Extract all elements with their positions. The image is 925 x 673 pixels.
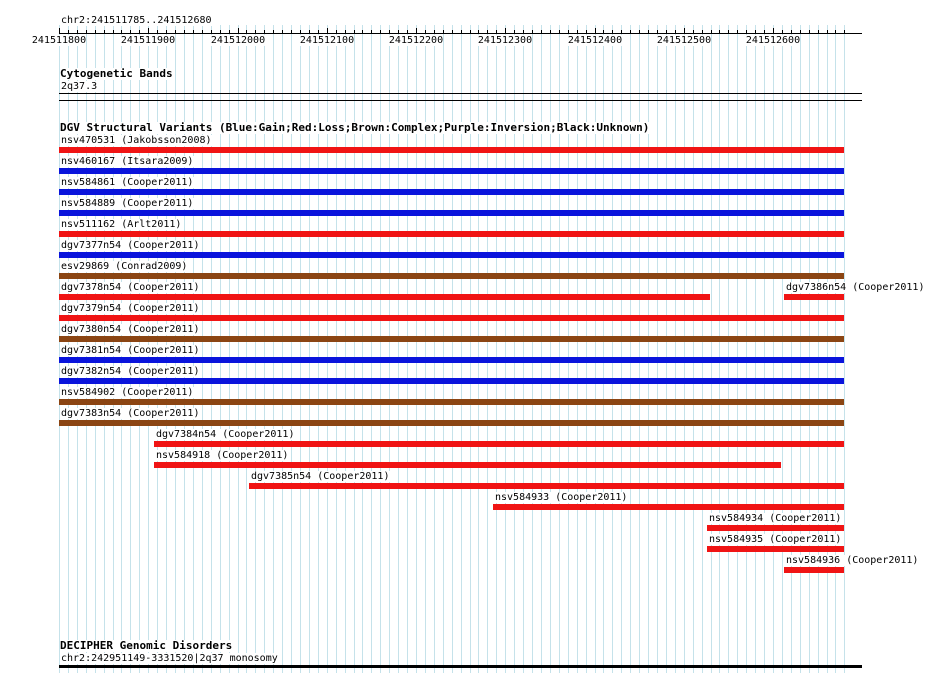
dgv-feature-bar-loss[interactable] (59, 294, 710, 300)
dgv-feature-label[interactable]: dgv7384n54 (Cooper2011) (156, 429, 295, 440)
ruler-minor-tick (282, 30, 283, 33)
ruler-minor-tick (639, 30, 640, 33)
ruler-minor-tick (514, 30, 515, 33)
ruler-major-tick (59, 28, 60, 34)
ruler-minor-tick (603, 30, 604, 33)
ruler-tick-label: 241511900 (120, 35, 176, 46)
dgv-feature-label[interactable]: dgv7385n54 (Cooper2011) (251, 471, 390, 482)
ruler-minor-tick (657, 30, 658, 33)
grid-line (800, 25, 801, 673)
ruler-minor-tick (568, 30, 569, 33)
region-label: chr2:241511785..241512680 (61, 15, 212, 26)
dgv-feature-bar-loss[interactable] (59, 315, 844, 321)
ruler-tick-label: 241512100 (299, 35, 355, 46)
dgv-feature-label[interactable]: dgv7379n54 (Cooper2011) (61, 303, 200, 314)
dgv-feature-bar-loss[interactable] (784, 294, 844, 300)
ruler-minor-tick (130, 30, 131, 33)
ruler-minor-tick (309, 30, 310, 33)
ruler-minor-tick (835, 30, 836, 33)
ruler-minor-tick (666, 30, 667, 33)
ruler-minor-tick (255, 30, 256, 33)
grid-line (809, 25, 810, 673)
dgv-feature-label[interactable]: nsv511162 (Arlt2011) (61, 219, 182, 230)
ruler-major-tick (684, 28, 685, 34)
ruler-minor-tick (532, 30, 533, 33)
ruler-minor-tick (630, 30, 631, 33)
ruler-minor-tick (586, 30, 587, 33)
dgv-feature-label[interactable]: nsv584889 (Cooper2011) (61, 198, 194, 209)
ruler-minor-tick (95, 30, 96, 33)
ruler-tick-label: 241512600 (745, 35, 801, 46)
ruler-major-tick (773, 28, 774, 34)
ruler-minor-tick (86, 30, 87, 33)
ruler-minor-tick (478, 30, 479, 33)
ruler-minor-tick (728, 30, 729, 33)
ruler-minor-tick (113, 30, 114, 33)
cytoband-line-bottom (59, 100, 862, 101)
ruler-minor-tick (398, 30, 399, 33)
ruler-minor-tick (139, 30, 140, 33)
ruler-minor-tick (318, 30, 319, 33)
grid-line (657, 25, 658, 673)
dgv-feature-bar-loss[interactable] (154, 462, 781, 468)
grid-line (791, 25, 792, 673)
ruler-minor-tick (452, 30, 453, 33)
ruler-minor-tick (827, 30, 828, 33)
ruler-major-tick (416, 28, 417, 34)
ruler-minor-tick (434, 30, 435, 33)
grid-line (666, 25, 667, 673)
ruler-tick-label: 241512000 (210, 35, 266, 46)
decipher-feature-bar[interactable] (59, 665, 862, 668)
ruler-minor-tick (220, 30, 221, 33)
ruler-minor-tick (675, 30, 676, 33)
ruler-minor-tick (791, 30, 792, 33)
dgv-feature-label[interactable]: esv29869 (Conrad2009) (61, 261, 188, 272)
ruler-minor-tick (291, 30, 292, 33)
ruler-minor-tick (470, 30, 471, 33)
ruler-minor-tick (264, 30, 265, 33)
ruler-minor-tick (193, 30, 194, 33)
dgv-feature-bar-gain[interactable] (59, 168, 844, 174)
ruler-minor-tick (202, 30, 203, 33)
grid-line (746, 25, 747, 673)
dgv-feature-label[interactable]: nsv584934 (Cooper2011) (709, 513, 842, 524)
dgv-feature-bar-loss[interactable] (784, 567, 844, 573)
ruler-minor-tick (800, 30, 801, 33)
dgv-feature-label[interactable]: dgv7377n54 (Cooper2011) (61, 240, 200, 251)
dgv-track-title: DGV Structural Variants (Blue:Gain;Red:Loss;Brown:Complex;Purple:Inversion;Black:Unknown) (60, 121, 650, 134)
ruler-minor-tick (541, 30, 542, 33)
ruler-minor-tick (354, 30, 355, 33)
ruler-tick-label: 241512200 (388, 35, 444, 46)
dgv-feature-bar-gain[interactable] (59, 357, 844, 363)
dgv-feature-bar-loss[interactable] (154, 441, 844, 447)
grid-line (835, 25, 836, 673)
dgv-feature-label[interactable]: dgv7380n54 (Cooper2011) (61, 324, 200, 335)
ruler-minor-tick (157, 30, 158, 33)
ruler-minor-tick (755, 30, 756, 33)
dgv-feature-label[interactable]: dgv7378n54 (Cooper2011) (61, 282, 200, 293)
dgv-feature-bar-complex[interactable] (59, 273, 844, 279)
grid-line (711, 25, 712, 673)
ruler-minor-tick (389, 30, 390, 33)
dgv-feature-bar-gain[interactable] (59, 378, 844, 384)
dgv-feature-bar-loss[interactable] (249, 483, 844, 489)
dgv-feature-bar-complex[interactable] (59, 399, 844, 405)
ruler-minor-tick (77, 30, 78, 33)
ruler-minor-tick (362, 30, 363, 33)
ruler-minor-tick (175, 30, 176, 33)
dgv-feature-label[interactable]: nsv584918 (Cooper2011) (156, 450, 289, 461)
decipher-feature-label[interactable]: chr2:242951149-3331520|2q37 monosomy (61, 653, 278, 664)
ruler-minor-tick (246, 30, 247, 33)
ruler-major-tick (148, 28, 149, 34)
grid-line (702, 25, 703, 673)
dgv-feature-label[interactable]: dgv7383n54 (Cooper2011) (61, 408, 200, 419)
ruler-minor-tick (844, 30, 845, 33)
ruler-minor-tick (229, 30, 230, 33)
ruler-minor-tick (443, 30, 444, 33)
ruler-minor-tick (345, 30, 346, 33)
ruler-minor-tick (764, 30, 765, 33)
ruler-minor-tick (693, 30, 694, 33)
ruler-minor-tick (702, 30, 703, 33)
dgv-feature-bar-gain[interactable] (59, 189, 844, 195)
dgv-feature-bar-loss[interactable] (707, 525, 844, 531)
grid-line (684, 25, 685, 673)
ruler-minor-tick (273, 30, 274, 33)
dgv-feature-label[interactable]: nsv584935 (Cooper2011) (709, 534, 842, 545)
ruler-minor-tick (68, 30, 69, 33)
grid-line (818, 25, 819, 673)
dgv-feature-bar-complex[interactable] (59, 420, 844, 426)
ruler-minor-tick (336, 30, 337, 33)
ruler-minor-tick (550, 30, 551, 33)
ruler-tick-label: 241512300 (477, 35, 533, 46)
dgv-feature-bar-loss[interactable] (59, 147, 844, 153)
grid-line (782, 25, 783, 673)
ruler-major-tick (505, 28, 506, 34)
ruler-minor-tick (818, 30, 819, 33)
dgv-feature-bar-gain[interactable] (59, 210, 844, 216)
ruler-minor-tick (648, 30, 649, 33)
ruler-minor-tick (211, 30, 212, 33)
ruler-tick-label: 241512400 (567, 35, 623, 46)
grid-line (844, 25, 845, 673)
ruler-minor-tick (380, 30, 381, 33)
ruler-minor-tick (711, 30, 712, 33)
ruler-major-tick (238, 28, 239, 34)
grid-line (737, 25, 738, 673)
dgv-feature-label[interactable]: dgv7386n54 (Cooper2011) (786, 282, 925, 293)
ruler-minor-tick (523, 30, 524, 33)
dgv-feature-bar-loss[interactable] (707, 546, 844, 552)
dgv-feature-label[interactable]: dgv7381n54 (Cooper2011) (61, 345, 200, 356)
ruler-axis (59, 33, 862, 34)
ruler-minor-tick (746, 30, 747, 33)
ruler-minor-tick (300, 30, 301, 33)
ruler-minor-tick (496, 30, 497, 33)
grid-line (755, 25, 756, 673)
grid-line (728, 25, 729, 673)
ruler-minor-tick (621, 30, 622, 33)
grid-line (764, 25, 765, 673)
grid-line (675, 25, 676, 673)
ruler-major-tick (327, 28, 328, 34)
grid-line (827, 25, 828, 673)
ruler-minor-tick (184, 30, 185, 33)
cytoband-track-title: Cytogenetic Bands (60, 67, 173, 80)
cytoband-label[interactable]: 2q37.3 (61, 81, 98, 92)
ruler-minor-tick (782, 30, 783, 33)
ruler-tick-label: 241511800 (31, 35, 87, 46)
dgv-feature-label[interactable]: nsv584902 (Cooper2011) (61, 387, 194, 398)
dgv-feature-label[interactable]: nsv460167 (Itsara2009) (61, 156, 194, 167)
dgv-feature-bar-loss[interactable] (493, 504, 844, 510)
dgv-feature-bar-gain[interactable] (59, 252, 844, 258)
dgv-feature-label[interactable]: nsv584861 (Cooper2011) (61, 177, 194, 188)
ruler-minor-tick (487, 30, 488, 33)
ruler-minor-tick (809, 30, 810, 33)
grid-line (773, 25, 774, 673)
ruler-minor-tick (719, 30, 720, 33)
decipher-track-title: DECIPHER Genomic Disorders (60, 639, 233, 652)
ruler-minor-tick (104, 30, 105, 33)
dgv-feature-label[interactable]: dgv7382n54 (Cooper2011) (61, 366, 200, 377)
grid-line (719, 25, 720, 673)
ruler-minor-tick (577, 30, 578, 33)
ruler-minor-tick (425, 30, 426, 33)
ruler-minor-tick (121, 30, 122, 33)
grid-line (693, 25, 694, 673)
dgv-feature-label[interactable]: nsv470531 (Jakobsson2008) (61, 135, 212, 146)
cytoband-line-top (59, 93, 862, 94)
dgv-feature-label[interactable]: nsv584933 (Cooper2011) (495, 492, 628, 503)
ruler-minor-tick (461, 30, 462, 33)
dgv-feature-bar-loss[interactable] (59, 231, 844, 237)
ruler-major-tick (595, 28, 596, 34)
dgv-feature-bar-complex[interactable] (59, 336, 844, 342)
ruler-minor-tick (407, 30, 408, 33)
dgv-feature-label[interactable]: nsv584936 (Cooper2011) (786, 555, 919, 566)
ruler-tick-label: 241512500 (656, 35, 712, 46)
ruler-minor-tick (737, 30, 738, 33)
ruler-minor-tick (559, 30, 560, 33)
ruler-minor-tick (166, 30, 167, 33)
ruler-minor-tick (371, 30, 372, 33)
ruler-minor-tick (612, 30, 613, 33)
